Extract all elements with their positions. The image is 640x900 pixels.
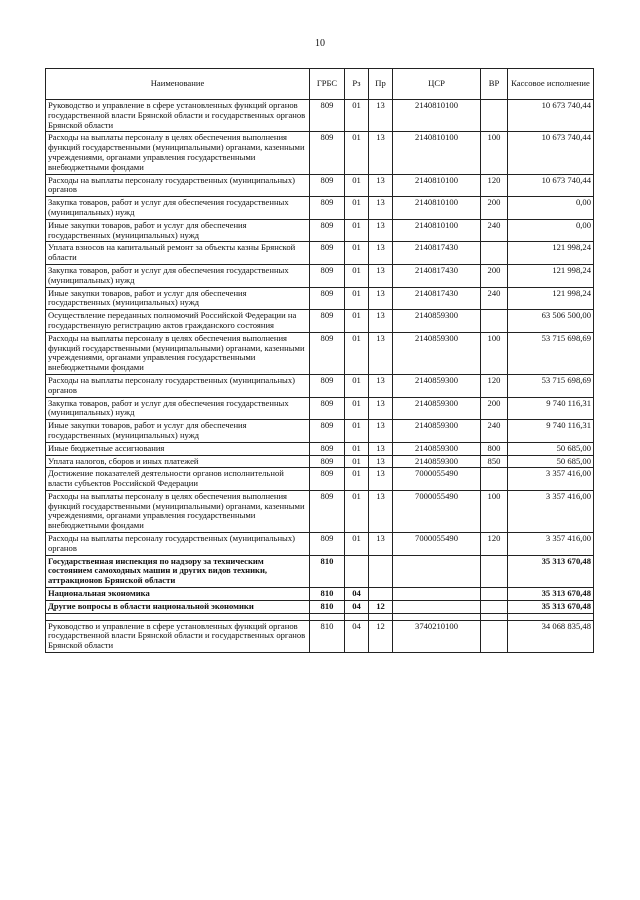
cell-name: Расходы на выплаты персоналу государственных (муниципальных) органов — [46, 174, 310, 197]
cell-grbs: 809 — [310, 287, 345, 310]
cell-rz: 04 — [345, 600, 369, 613]
cell-amount: 10 673 740,44 — [508, 174, 594, 197]
cell-rz: 01 — [345, 455, 369, 468]
cell-rz: 01 — [345, 533, 369, 556]
cell-rz: 01 — [345, 219, 369, 242]
spacer-cell — [393, 613, 481, 620]
cell-grbs: 810 — [310, 600, 345, 613]
spacer-cell — [345, 613, 369, 620]
cell-rz: 01 — [345, 287, 369, 310]
table-header-row — [46, 69, 594, 100]
table-row — [46, 132, 594, 174]
cell-amount: 3 357 416,00 — [508, 490, 594, 532]
cell-csr: 2140859300 — [393, 455, 481, 468]
cell-grbs: 809 — [310, 174, 345, 197]
table-row — [46, 468, 594, 491]
cell-csr: 2140859300 — [393, 442, 481, 455]
cell-pr: 13 — [369, 287, 393, 310]
cell-grbs: 809 — [310, 332, 345, 374]
cell-vr — [481, 468, 508, 491]
cell-name: Расходы на выплаты персоналу в целях обеспечения выполнения функций государственными (муниципальными) органами, казенными учреждениями, органами управления государственными внебюджетными фондами — [46, 490, 310, 532]
cell-rz: 01 — [345, 264, 369, 287]
cell-grbs: 810 — [310, 620, 345, 652]
cell-pr — [369, 588, 393, 601]
cell-pr: 13 — [369, 374, 393, 397]
cell-vr: 120 — [481, 174, 508, 197]
cell-vr — [481, 100, 508, 132]
cell-csr: 7000055490 — [393, 533, 481, 556]
cell-rz: 01 — [345, 100, 369, 132]
cell-rz: 01 — [345, 242, 369, 265]
cell-name: Иные закупки товаров, работ и услуг для обеспечения государственных (муниципальных) нужд — [46, 287, 310, 310]
cell-rz: 01 — [345, 332, 369, 374]
cell-vr — [481, 242, 508, 265]
header-amount: Кассовое исполнение — [508, 69, 594, 100]
cell-rz: 01 — [345, 197, 369, 220]
cell-vr: 200 — [481, 397, 508, 420]
header-vr: ВР — [481, 69, 508, 100]
table-row — [46, 620, 594, 652]
cell-vr: 240 — [481, 219, 508, 242]
cell-csr: 2140859300 — [393, 397, 481, 420]
budget-execution-table — [45, 68, 594, 653]
cell-rz: 01 — [345, 490, 369, 532]
cell-grbs: 809 — [310, 242, 345, 265]
cell-pr: 13 — [369, 174, 393, 197]
cell-grbs: 809 — [310, 197, 345, 220]
cell-name: Иные закупки товаров, работ и услуг для обеспечения государственных (муниципальных) нужд — [46, 219, 310, 242]
cell-rz: 01 — [345, 174, 369, 197]
cell-amount: 3 357 416,00 — [508, 468, 594, 491]
spacer-cell — [369, 613, 393, 620]
cell-csr: 2140859300 — [393, 374, 481, 397]
cell-name: Расходы на выплаты персоналу в целях обеспечения выполнения функций государственными (муниципальными) органами, казенными учреждениями, органами управления государственными внебюджетными фондами — [46, 132, 310, 174]
cell-rz: 01 — [345, 374, 369, 397]
cell-name: Другие вопросы в области национальной экономики — [46, 600, 310, 613]
cell-name: Закупка товаров, работ и услуг для обеспечения государственных (муниципальных) нужд — [46, 197, 310, 220]
table-row — [46, 588, 594, 601]
cell-pr: 13 — [369, 468, 393, 491]
cell-grbs: 809 — [310, 374, 345, 397]
table-row — [46, 219, 594, 242]
cell-rz: 01 — [345, 310, 369, 333]
cell-name: Уплата взносов на капитальный ремонт за объекты казны Брянской области — [46, 242, 310, 265]
cell-grbs: 809 — [310, 397, 345, 420]
cell-pr: 13 — [369, 310, 393, 333]
cell-vr: 200 — [481, 264, 508, 287]
cell-grbs: 809 — [310, 442, 345, 455]
cell-vr — [481, 600, 508, 613]
cell-name: Руководство и управление в сфере установленных функций органов государственной власти Брянской области и государственных органов Брянской области — [46, 100, 310, 132]
cell-amount: 10 673 740,44 — [508, 132, 594, 174]
cell-name: Достижение показателей деятельности органов исполнительной власти субъектов Российской Федерации — [46, 468, 310, 491]
cell-vr — [481, 310, 508, 333]
cell-vr: 100 — [481, 490, 508, 532]
cell-pr: 13 — [369, 242, 393, 265]
table-row — [46, 310, 594, 333]
table-row — [46, 555, 594, 587]
cell-amount: 10 673 740,44 — [508, 100, 594, 132]
cell-amount: 121 998,24 — [508, 242, 594, 265]
cell-vr: 800 — [481, 442, 508, 455]
cell-vr: 100 — [481, 132, 508, 174]
table-row — [46, 420, 594, 443]
cell-pr: 13 — [369, 132, 393, 174]
cell-rz: 01 — [345, 442, 369, 455]
table-row — [46, 197, 594, 220]
cell-csr: 2140817430 — [393, 242, 481, 265]
cell-pr: 13 — [369, 197, 393, 220]
cell-grbs: 809 — [310, 420, 345, 443]
cell-pr: 13 — [369, 442, 393, 455]
cell-vr: 240 — [481, 287, 508, 310]
cell-rz: 04 — [345, 620, 369, 652]
cell-pr: 13 — [369, 264, 393, 287]
cell-name: Уплата налогов, сборов и иных платежей — [46, 455, 310, 468]
cell-amount: 53 715 698,69 — [508, 374, 594, 397]
table-row — [46, 174, 594, 197]
header-rz: Рз — [345, 69, 369, 100]
cell-amount: 53 715 698,69 — [508, 332, 594, 374]
header-csr: ЦСР — [393, 69, 481, 100]
cell-grbs: 809 — [310, 490, 345, 532]
header-grbs: ГРБС — [310, 69, 345, 100]
cell-grbs: 809 — [310, 455, 345, 468]
cell-pr: 13 — [369, 420, 393, 443]
cell-csr: 7000055490 — [393, 490, 481, 532]
cell-grbs: 809 — [310, 100, 345, 132]
cell-amount: 63 506 500,00 — [508, 310, 594, 333]
table-row — [46, 100, 594, 132]
cell-name: Государственная инспекция по надзору за техническим состоянием самоходных машин и других видов техники, аттракционов Брянской области — [46, 555, 310, 587]
header-name: Наименование — [46, 69, 310, 100]
cell-amount: 9 740 116,31 — [508, 397, 594, 420]
cell-rz: 01 — [345, 420, 369, 443]
cell-csr: 2140810100 — [393, 197, 481, 220]
cell-amount: 50 685,00 — [508, 442, 594, 455]
cell-amount: 121 998,24 — [508, 264, 594, 287]
table-row — [46, 242, 594, 265]
cell-grbs: 810 — [310, 555, 345, 587]
cell-vr: 850 — [481, 455, 508, 468]
cell-name: Расходы на выплаты персоналу государственных (муниципальных) органов — [46, 533, 310, 556]
cell-vr: 120 — [481, 533, 508, 556]
cell-grbs: 809 — [310, 468, 345, 491]
table-row — [46, 533, 594, 556]
cell-rz: 01 — [345, 468, 369, 491]
cell-name: Иные закупки товаров, работ и услуг для обеспечения государственных (муниципальных) нужд — [46, 420, 310, 443]
cell-csr — [393, 600, 481, 613]
cell-csr: 2140859300 — [393, 310, 481, 333]
table-row — [46, 287, 594, 310]
cell-rz: 01 — [345, 132, 369, 174]
cell-name: Расходы на выплаты персоналу государственных (муниципальных) органов — [46, 374, 310, 397]
cell-vr — [481, 555, 508, 587]
cell-amount: 35 313 670,48 — [508, 588, 594, 601]
cell-amount: 0,00 — [508, 197, 594, 220]
cell-name: Национальная экономика — [46, 588, 310, 601]
cell-name: Закупка товаров, работ и услуг для обеспечения государственных (муниципальных) нужд — [46, 264, 310, 287]
cell-csr: 2140810100 — [393, 100, 481, 132]
spacer-cell — [46, 613, 310, 620]
table-row — [46, 397, 594, 420]
table-row — [46, 442, 594, 455]
cell-rz — [345, 555, 369, 587]
cell-pr — [369, 555, 393, 587]
cell-csr: 2140859300 — [393, 332, 481, 374]
cell-grbs: 809 — [310, 132, 345, 174]
cell-name: Расходы на выплаты персоналу в целях обеспечения выполнения функций государственными (муниципальными) органами, казенными учреждениями, органами управления государственными внебюджетными фондами — [46, 332, 310, 374]
cell-csr: 2140810100 — [393, 219, 481, 242]
cell-name: Осуществление переданных полномочий Российской Федерации на государственную регистрацию актов гражданского состояния — [46, 310, 310, 333]
cell-name: Руководство и управление в сфере установленных функций органов государственной власти Брянской области и государственных органов Брянской области — [46, 620, 310, 652]
cell-amount: 34 068 835,48 — [508, 620, 594, 652]
cell-vr: 200 — [481, 197, 508, 220]
cell-name: Иные бюджетные ассигнования — [46, 442, 310, 455]
cell-amount: 50 685,00 — [508, 455, 594, 468]
cell-grbs: 810 — [310, 588, 345, 601]
cell-pr: 13 — [369, 100, 393, 132]
cell-csr: 2140810100 — [393, 174, 481, 197]
cell-pr: 13 — [369, 332, 393, 374]
table-row — [46, 490, 594, 532]
cell-pr: 13 — [369, 397, 393, 420]
cell-pr: 13 — [369, 455, 393, 468]
cell-csr: 2140817430 — [393, 264, 481, 287]
cell-csr: 2140810100 — [393, 132, 481, 174]
cell-vr: 120 — [481, 374, 508, 397]
cell-grbs: 809 — [310, 264, 345, 287]
table-body — [46, 100, 594, 653]
spacer-cell — [508, 613, 594, 620]
cell-grbs: 809 — [310, 533, 345, 556]
cell-vr — [481, 620, 508, 652]
cell-rz: 01 — [345, 397, 369, 420]
cell-csr: 7000055490 — [393, 468, 481, 491]
cell-csr — [393, 555, 481, 587]
table-row — [46, 374, 594, 397]
cell-pr: 12 — [369, 620, 393, 652]
cell-grbs: 809 — [310, 219, 345, 242]
cell-amount: 0,00 — [508, 219, 594, 242]
cell-amount: 3 357 416,00 — [508, 533, 594, 556]
cell-amount: 35 313 670,48 — [508, 600, 594, 613]
table-row — [46, 600, 594, 613]
table-row — [46, 264, 594, 287]
cell-csr — [393, 588, 481, 601]
cell-amount: 9 740 116,31 — [508, 420, 594, 443]
cell-vr — [481, 588, 508, 601]
cell-csr: 2140859300 — [393, 420, 481, 443]
table-row — [46, 455, 594, 468]
table-spacer-row — [46, 613, 594, 620]
cell-amount: 35 313 670,48 — [508, 555, 594, 587]
cell-pr: 13 — [369, 533, 393, 556]
cell-csr: 3740210100 — [393, 620, 481, 652]
cell-amount: 121 998,24 — [508, 287, 594, 310]
spacer-cell — [481, 613, 508, 620]
cell-grbs: 809 — [310, 310, 345, 333]
cell-vr: 240 — [481, 420, 508, 443]
spacer-cell — [310, 613, 345, 620]
cell-pr: 13 — [369, 219, 393, 242]
table-row — [46, 332, 594, 374]
cell-vr: 100 — [481, 332, 508, 374]
cell-name: Закупка товаров, работ и услуг для обеспечения государственных (муниципальных) нужд — [46, 397, 310, 420]
header-pr: Пр — [369, 69, 393, 100]
page-number: 10 — [315, 38, 325, 49]
cell-rz: 04 — [345, 588, 369, 601]
cell-pr: 13 — [369, 490, 393, 532]
cell-pr: 12 — [369, 600, 393, 613]
cell-csr: 2140817430 — [393, 287, 481, 310]
